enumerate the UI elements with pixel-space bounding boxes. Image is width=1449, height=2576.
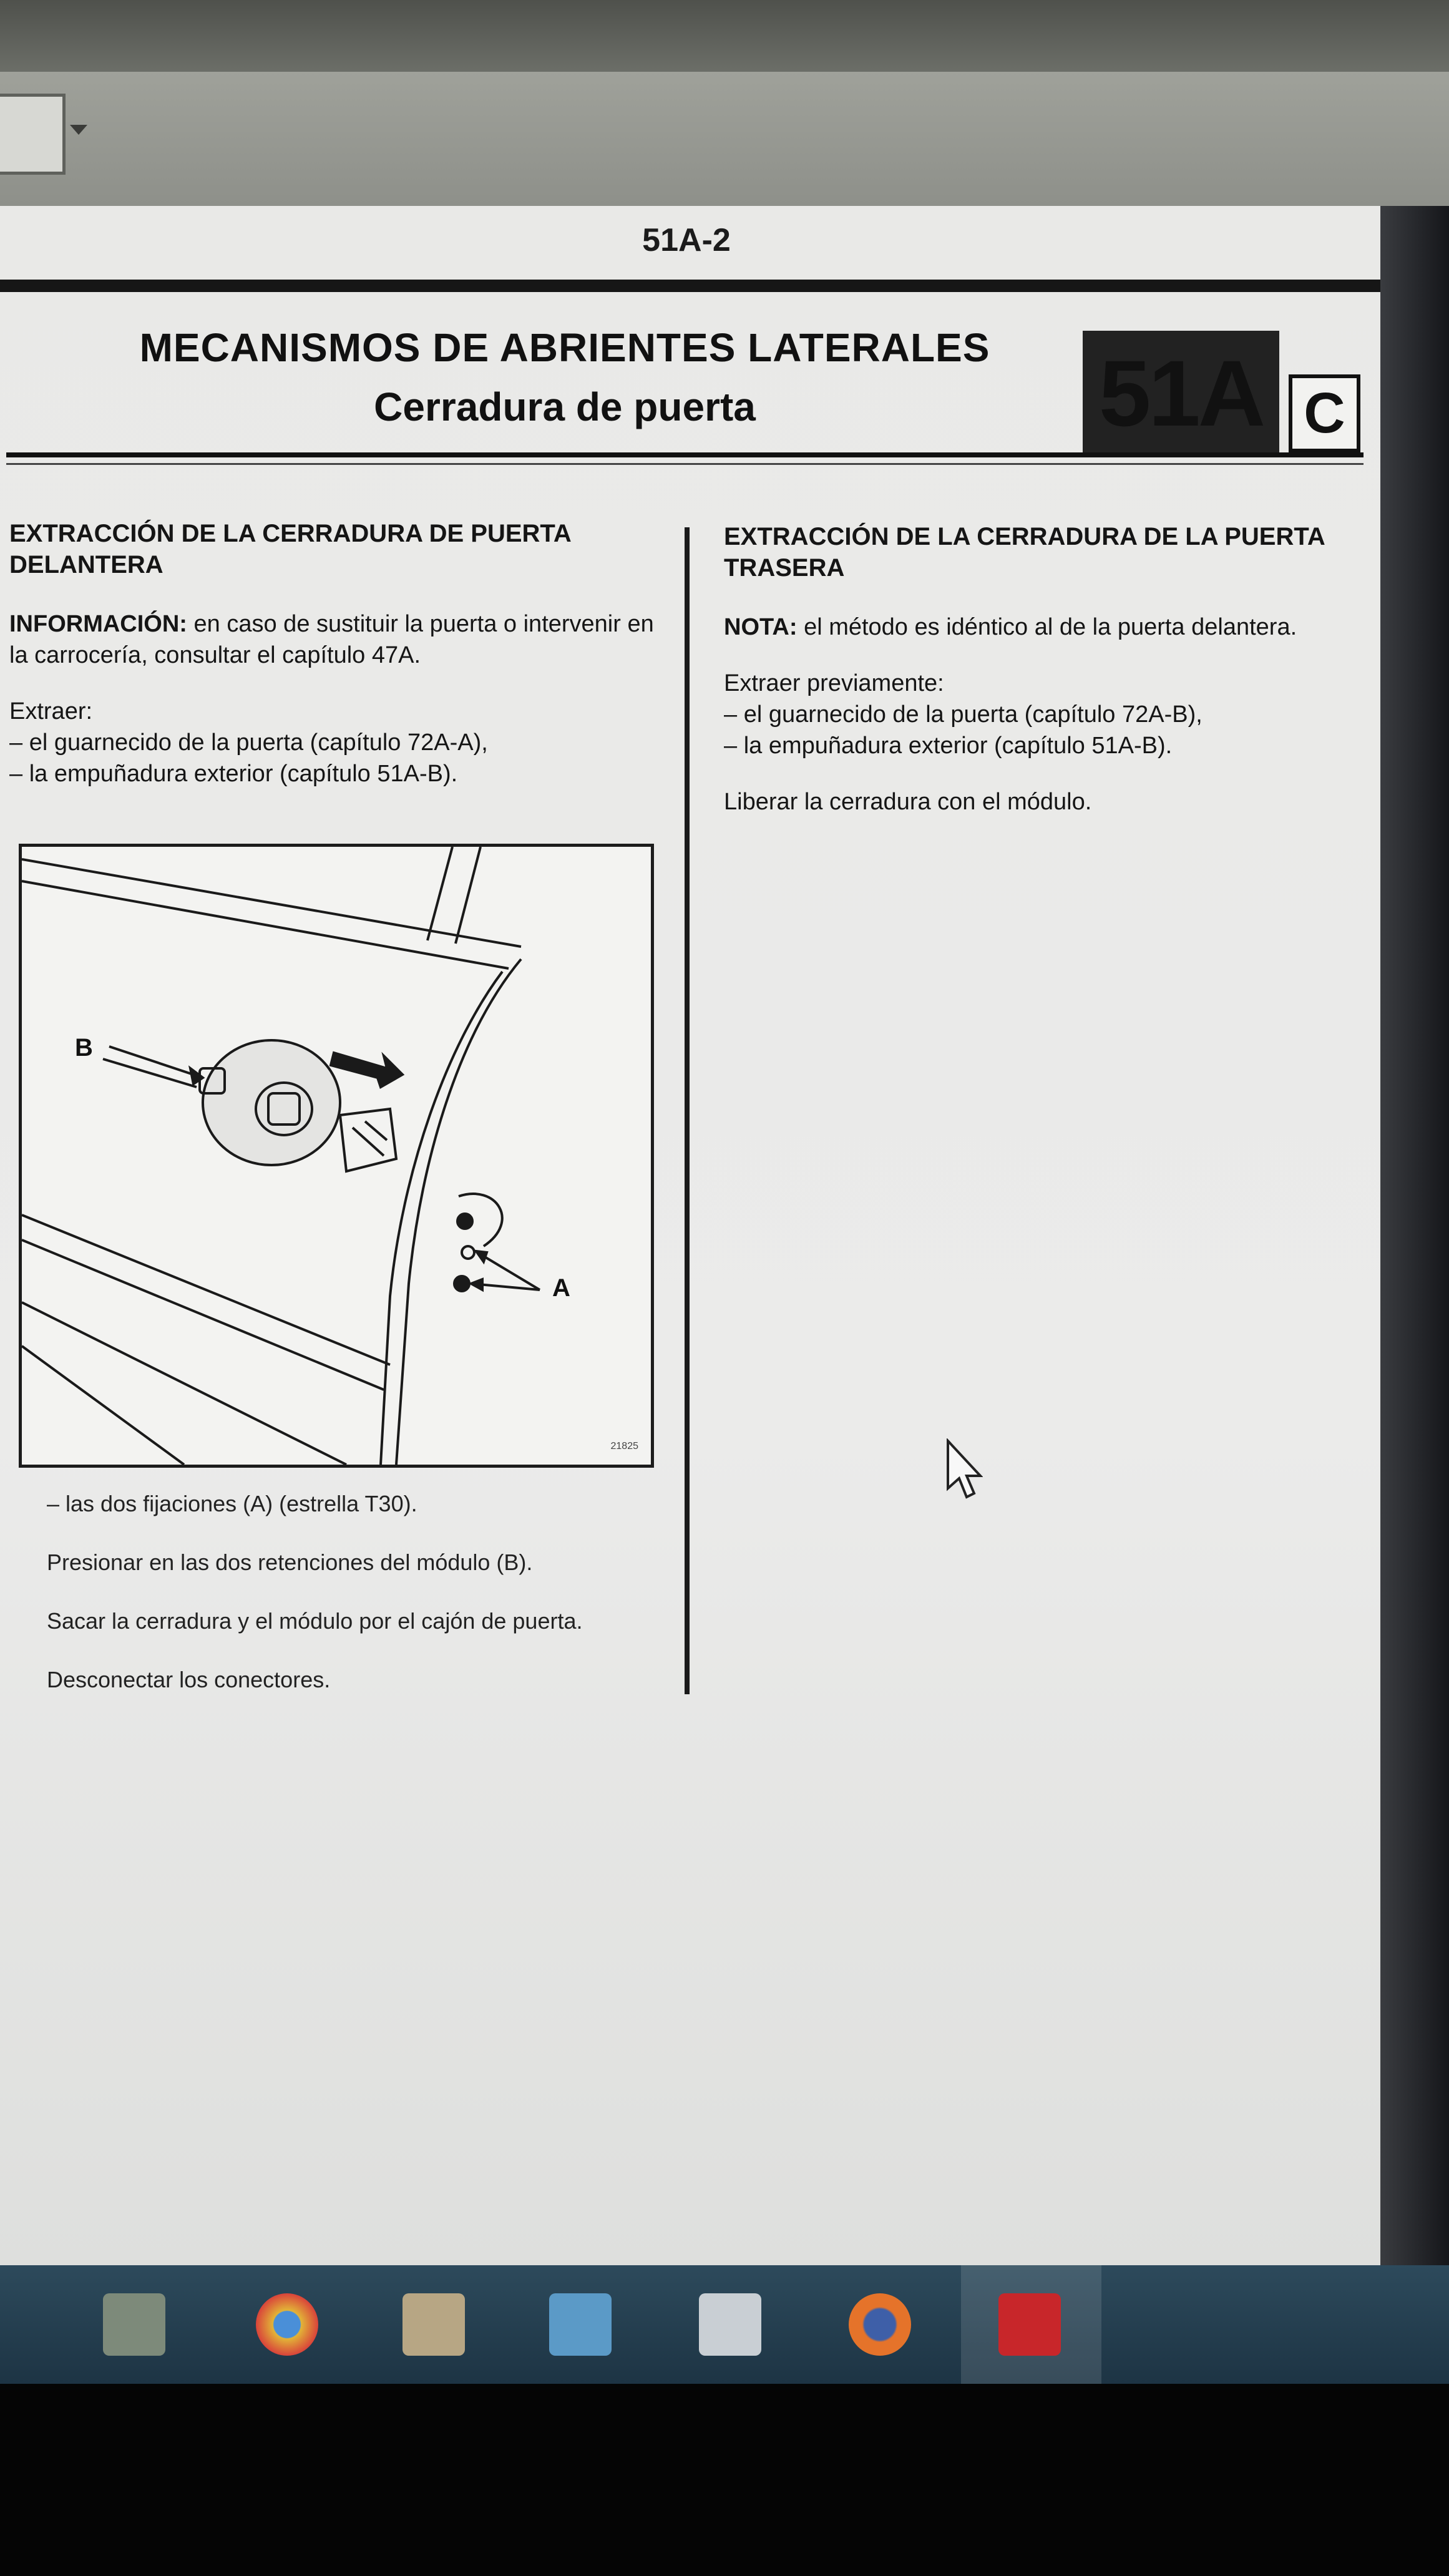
step-item: Presionar en las dos retenciones del módulo (B). xyxy=(47,1549,533,1575)
extract-label: Extraer previamente: xyxy=(724,670,944,696)
note-text: el método es idéntico al de la puerta delantera. xyxy=(804,614,1297,640)
label-a: A xyxy=(552,1274,570,1302)
page-number: 51A-2 xyxy=(642,222,731,258)
note-label: NOTA: xyxy=(724,614,798,640)
door-lock-diagram xyxy=(19,844,654,1468)
media-player-icon[interactable] xyxy=(549,2293,612,2356)
extract-item: – el guarnecido de la puerta (capítulo 72A-A), xyxy=(9,729,488,756)
header-band xyxy=(0,280,1380,292)
zoom-dropdown-icon[interactable] xyxy=(70,125,87,135)
step-item: Sacar la cerradura y el módulo por el cajón de puerta. xyxy=(47,1608,583,1634)
monitor-bezel xyxy=(0,2384,1449,2576)
diagram-drawing xyxy=(22,847,651,1465)
info-paragraph xyxy=(9,608,671,671)
step-item: Desconectar los conectores. xyxy=(47,1667,331,1692)
steps-list xyxy=(47,1488,671,1723)
final-step: Liberar la cerradura con el módulo. xyxy=(724,789,1092,815)
mouse-cursor-icon xyxy=(945,1438,983,1504)
left-heading: EXTRACCIÓN DE LA CERRADURA DE PUERTA DELANTERA xyxy=(9,520,571,578)
note-paragraph xyxy=(724,612,1373,643)
document-page xyxy=(0,206,1380,2265)
label-b: B xyxy=(75,1034,93,1061)
toolbar-strip xyxy=(0,72,1449,206)
extract-item: – el guarnecido de la puerta (capítulo 72A-B), xyxy=(724,701,1203,728)
taskbar xyxy=(0,2265,1449,2384)
level-badge: C xyxy=(1289,374,1360,452)
column-divider xyxy=(685,527,690,1694)
zoom-input[interactable] xyxy=(0,94,66,175)
window-edge xyxy=(1380,206,1449,2278)
extract-item: – la empuñadura exterior (capítulo 51A-B). xyxy=(724,733,1173,759)
calendar-icon[interactable] xyxy=(103,2293,165,2356)
firefox-icon[interactable] xyxy=(849,2293,911,2356)
right-heading: EXTRACCIÓN DE LA CERRADURA DE LA PUERTA TRASERA xyxy=(724,523,1325,582)
extract-label: Extraer: xyxy=(9,698,93,724)
title-rule-thin xyxy=(6,463,1364,465)
mail-icon[interactable] xyxy=(699,2293,761,2356)
page-title: MECANISMOS DE ABRIENTES LATERALES xyxy=(139,325,990,370)
step-item: – las dos fijaciones (A) (estrella T30). xyxy=(47,1491,417,1516)
viewer-toolbar xyxy=(0,0,1449,206)
page-subtitle: Cerradura de puerta xyxy=(374,384,756,429)
right-extract-list xyxy=(724,668,1373,761)
acrobat-icon[interactable] xyxy=(998,2293,1061,2356)
chrome-icon[interactable] xyxy=(256,2293,318,2356)
title-rule xyxy=(6,452,1364,457)
notes-icon[interactable] xyxy=(402,2293,465,2356)
extract-list xyxy=(9,696,671,789)
section-code-badge: 51A xyxy=(1083,331,1279,456)
info-label: INFORMACIÓN: xyxy=(9,611,187,637)
figure-code: 21825 xyxy=(610,1441,638,1451)
left-column xyxy=(9,518,671,814)
extract-item: – la empuñadura exterior (capítulo 51A-B). xyxy=(9,761,458,787)
right-column xyxy=(724,521,1373,842)
info-text: en caso de sustituir la puerta o intervenir en la carrocería, consultar el capítulo 47A. xyxy=(9,611,654,668)
